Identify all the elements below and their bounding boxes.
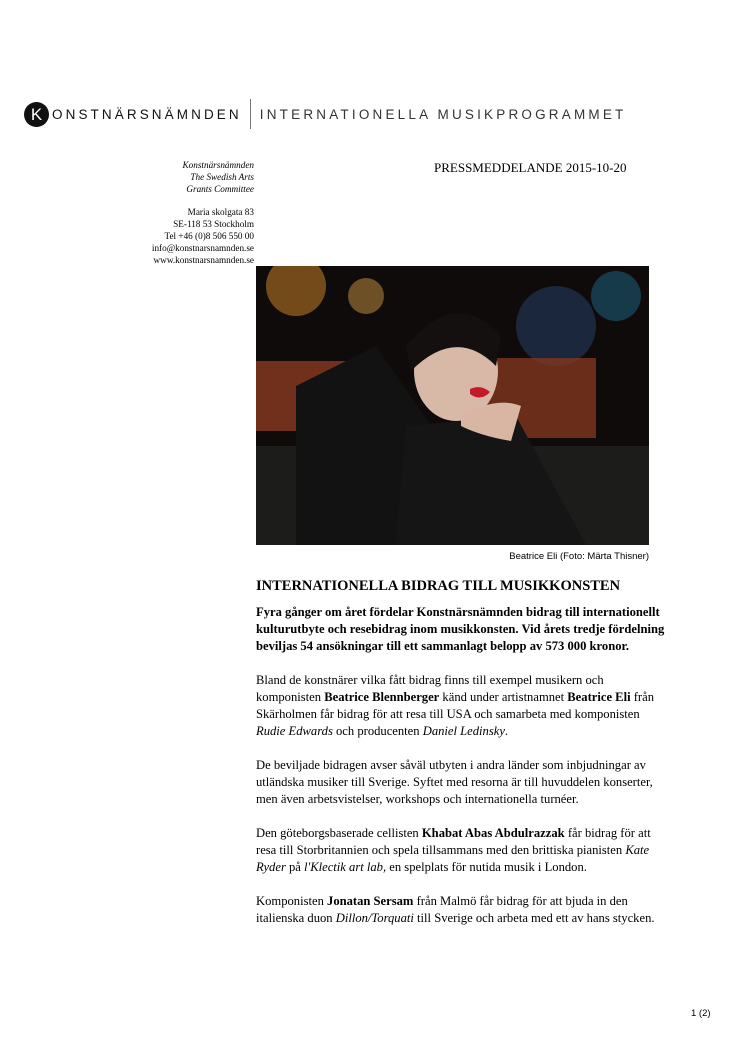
artist-name: Daniel Ledinsky: [422, 724, 505, 738]
email-link[interactable]: info@konstnarsnamnden.se: [151, 243, 254, 253]
artist-name: Kate Ryder: [256, 843, 650, 874]
press-photo: [256, 266, 649, 545]
website-link[interactable]: www.konstnarsnamnden.se: [153, 255, 254, 265]
logo-icon: K: [24, 102, 49, 127]
artist-name: Beatrice Blennberger: [324, 690, 440, 704]
lead-paragraph: Fyra gånger om året fördelar Konstnärsnämnden bidrag till internationellt kulturutbyte och resebidrag inom musikkonsten. Vid årets tredje fördelning beviljas 54 ansökningar till ett sammanlagt belopp av 573 000 kronor.: [256, 605, 665, 653]
program-name: INTERNATIONELLA MUSIKPROGRAMMET: [259, 106, 627, 122]
org-name: Konstnärsnämnden: [182, 160, 254, 170]
artist-name: Rudie Edwards: [256, 724, 333, 738]
venue-name: l'Klectik art lab,: [304, 860, 387, 874]
press-release-label: PRESSMEDDELANDE 2015-10-20: [434, 160, 627, 175]
brand-name: ONSTNÄRSNÄMNDEN: [52, 106, 242, 122]
org-name-en-1: The Swedish Arts: [190, 172, 254, 182]
artist-name: Jonatan Sersam: [327, 894, 414, 908]
phone: Tel +46 (0)8 506 550 00: [164, 231, 254, 241]
street: Maria skolgata 83: [187, 207, 254, 217]
page-number: 1 (2): [691, 1008, 711, 1019]
letterhead-divider: [250, 99, 251, 129]
article-headline: INTERNATIONELLA BIDRAG TILL MUSIKKONSTEN: [256, 578, 621, 594]
letterhead: [24, 99, 627, 129]
paragraph-3: Den göteborgsbaserade cellisten Khabat Abas Abdulrazzak får bidrag för att resa till Storbritannien och spela tillsammans med den brittiska pianisten Kate Ryder på l'Klectik art lab, en spelplats för nutida musik i London.: [256, 826, 651, 874]
paragraph-1: Bland de konstnärer vilka fått bidrag finns till exempel musikern och komponisten Beatrice Blennberger känd under artistnamnet Beatrice Eli från Skärholmen får bidrag för att resa till USA och samarbeta med komponisten Rudie Edwards och producenten Daniel Ledinsky.: [256, 673, 655, 738]
portrait-illustration: [256, 266, 649, 545]
paragraph-4: Komponisten Jonatan Sersam från Malmö får bidrag för att bjuda in den italienska duon Dillon/Torquati till Sverige och arbeta med ett av hans stycken.: [256, 894, 655, 925]
paragraph-2: De beviljade bidragen avser såväl utbyten i andra länder som inbjudningar av utländska musiker till Sverige. Syftet med resorna är till huvuddelen konserter, men även arbetsvistelser, workshops och internationella turnéer.: [256, 758, 653, 806]
org-name-en-2: Grants Committee: [186, 184, 254, 194]
city: SE-118 53 Stockholm: [173, 219, 254, 229]
artist-name: Khabat Abas Abdulrazzak: [421, 826, 565, 840]
sender-address: [152, 159, 254, 266]
photo-caption: Beatrice Eli (Foto: Märta Thisner): [509, 551, 649, 562]
artist-name: Beatrice Eli: [567, 690, 631, 704]
article-body: [256, 604, 666, 944]
artist-name: Dillon/Torquati: [335, 911, 414, 925]
